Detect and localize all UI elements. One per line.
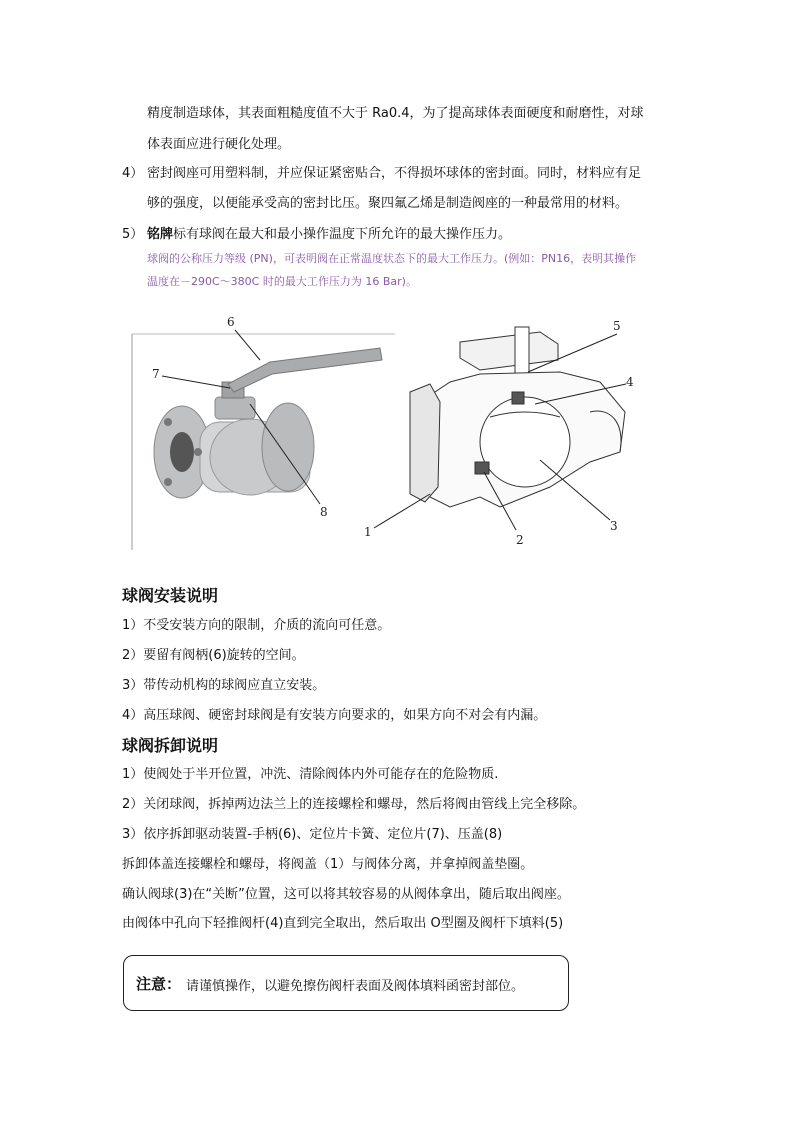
intro-line-2: 体表面应进行硬化处理。 xyxy=(147,137,291,152)
item-4-number: 4） xyxy=(122,166,144,181)
install-item-2: 2）要留有阀柄(6)旋转的空间。 xyxy=(122,648,305,663)
remove-item-4: 拆卸体盖连接螺栓和螺母，将阀盖（1）与阀体分离，并拿掉阀盖垫圈。 xyxy=(122,857,534,872)
label-2: 2 xyxy=(516,533,524,547)
install-item-3: 3）带传动机构的球阀应直立安装。 xyxy=(122,678,326,693)
remove-heading: 球阀拆卸说明 xyxy=(122,736,219,755)
caution-label: 注意： xyxy=(136,975,182,993)
install-item-1: 1）不受安装方向的限制，介质的流向可任意。 xyxy=(122,618,391,633)
item-4-line-2: 够的强度，以便能承受高的密封比压。聚四氟乙烯是制造阀座的一种最常用的材料。 xyxy=(147,196,629,211)
valve-photo xyxy=(154,348,382,498)
caution-note-box xyxy=(123,955,569,1011)
label-5: 5 xyxy=(613,319,621,333)
item-5-bold: 铭牌 xyxy=(147,227,174,242)
item-4-line-1: 密封阀座可用塑料制，并应保证紧密贴合，不得损坏球体的密封面。同时，材料应有足 xyxy=(147,166,642,181)
remove-item-1: 1）使阀处于半开位置，冲洗、清除阀体内外可能存在的危险物质. xyxy=(122,767,499,782)
remove-item-5: 确认阀球(3)在“关断”位置，这可以将其较容易的从阀体拿出，随后取出阀座。 xyxy=(122,887,570,902)
caution-text: 请谨慎操作，以避免擦伤阀杆表面及阀体填料函密封部位。 xyxy=(186,979,525,994)
label-6: 6 xyxy=(227,315,235,329)
install-item-4: 4）高压球阀、硬密封球阀是有安装方向要求的，如果方向不对会有内漏。 xyxy=(122,708,547,723)
label-7: 7 xyxy=(152,367,160,381)
item-5-number: 5） xyxy=(122,227,144,242)
valve-cutaway-drawing xyxy=(410,327,625,507)
valve-figure xyxy=(120,312,700,562)
label-1: 1 xyxy=(364,525,372,539)
purple-note-line-2: 温度在－290C～380C 时的最大工作压力为 16 Bar)。 xyxy=(147,275,417,288)
label-8: 8 xyxy=(320,505,328,519)
install-heading: 球阀安装说明 xyxy=(122,586,219,605)
remove-item-6: 由阀体中孔向下轻推阀杆(4)直到完全取出，然后取出 O型圈及阀杆下填料(5) xyxy=(122,916,564,931)
item-5-text xyxy=(147,225,511,245)
remove-item-3: 3）依序拆卸驱动装置-手柄(6)、定位片卡簧、定位片(7)、压盖(8) xyxy=(122,827,503,842)
label-3: 3 xyxy=(610,519,618,533)
label-4: 4 xyxy=(626,375,634,389)
remove-item-2: 2）关闭球阀，拆掉两边法兰上的连接螺栓和螺母，然后将阀由管线上完全移除。 xyxy=(122,797,586,812)
purple-note-line-1: 球阀的公称压力等级 (PN)，可表明阀在正常温度状态下的最大工作压力。(例如：PN16，表明其操作 xyxy=(147,252,637,265)
intro-line-1: 精度制造球体，其表面粗糙度值不大于 Ra0.4，为了提高球体表面硬度和耐磨性，对球 xyxy=(147,106,644,121)
item-5-rest: 标有球阀在最大和最小操作温度下所允许的最大操作压力。 xyxy=(173,227,512,242)
